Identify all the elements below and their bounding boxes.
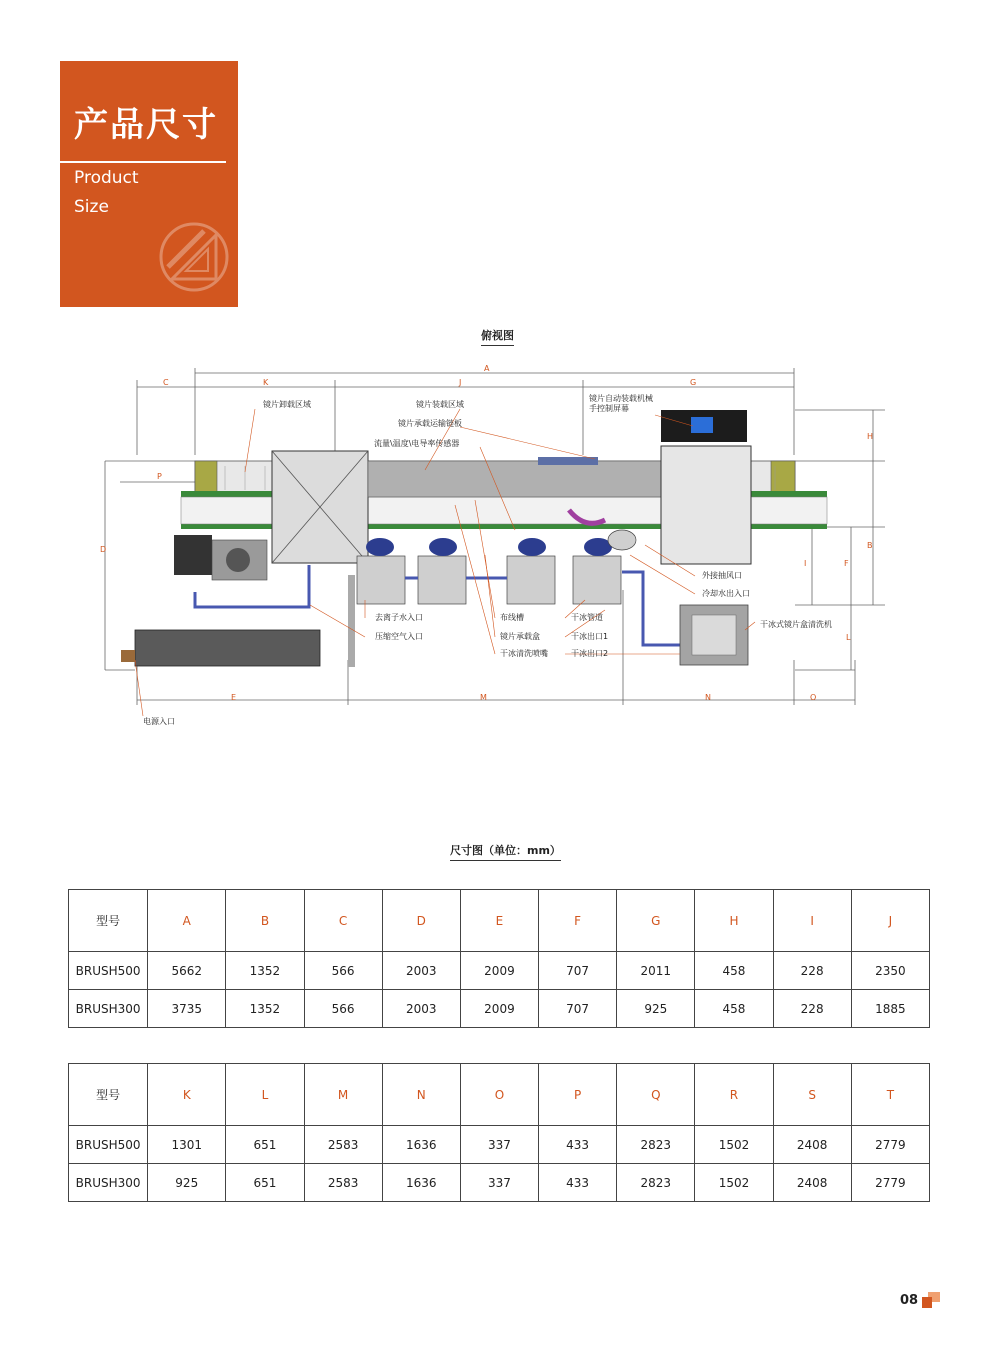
- header-cell: 型号: [69, 890, 148, 952]
- diagram-title: 俯视图: [481, 327, 514, 346]
- table-cell: 1301: [148, 1126, 226, 1164]
- header-cell: Q: [617, 1064, 695, 1126]
- header-cell: N: [382, 1064, 460, 1126]
- label-dry-ice-nozzle: 干冰清洗喷嘴: [500, 649, 548, 658]
- dim-letter-b: B: [867, 541, 873, 550]
- table-cell: 1636: [382, 1164, 460, 1202]
- dim-letter-d: D: [100, 545, 107, 554]
- dim-letter-a: A: [484, 364, 490, 373]
- label-auto-loader-2: 手控制屏幕: [589, 404, 629, 413]
- header-block: [60, 61, 238, 307]
- dim-letter-o: O: [810, 693, 817, 702]
- header-cell: O: [460, 1064, 538, 1126]
- ruler-triangle-icon: [156, 219, 232, 295]
- table-cell: 2350: [851, 952, 929, 990]
- dim-letter-f: F: [844, 559, 849, 568]
- dim-letter-p: P: [157, 472, 162, 481]
- table-cell: 707: [539, 952, 617, 990]
- table-cell: 337: [460, 1164, 538, 1202]
- table-cell: 566: [304, 990, 382, 1028]
- table-cell: 1636: [382, 1126, 460, 1164]
- table-row: [69, 990, 930, 1028]
- table-cell: 2011: [617, 952, 695, 990]
- label-sensor: 流量\温度\电导率传感器: [374, 439, 460, 448]
- table-cell: BRUSH300: [69, 1164, 148, 1202]
- dim-letter-c: C: [163, 378, 169, 387]
- label-lens-box: 镜片承载盒: [500, 632, 540, 641]
- dim-letter-m: M: [480, 693, 487, 702]
- label-cable-trough: 布线槽: [500, 613, 524, 622]
- table-row: [69, 1164, 930, 1202]
- header-cell: A: [148, 890, 226, 952]
- header-cell: C: [304, 890, 382, 952]
- label-load-area: 镜片装载区域: [416, 400, 464, 409]
- table-cell: 651: [226, 1164, 304, 1202]
- table-cell: 228: [773, 990, 851, 1028]
- label-exhaust: 外接抽风口: [702, 571, 742, 580]
- table-cell: 2009: [460, 990, 538, 1028]
- label-auto-loader-1: 镜片自动装载机械: [589, 394, 653, 403]
- table-cell: 2003: [382, 952, 460, 990]
- table-cell: BRUSH500: [69, 1126, 148, 1164]
- header-divider: [60, 161, 226, 163]
- table-header-row: [69, 1064, 930, 1126]
- table-cell: 2408: [773, 1164, 851, 1202]
- header-cell: L: [226, 1064, 304, 1126]
- table-cell: 3735: [148, 990, 226, 1028]
- header-cell: H: [695, 890, 773, 952]
- label-compressed-air: 压缩空气入口: [375, 632, 423, 641]
- label-carrier-chain: 镜片承载运输链板: [398, 419, 462, 428]
- table-title: 尺寸图（单位：mm）: [450, 842, 561, 861]
- table-cell: 2779: [851, 1126, 929, 1164]
- table-cell: 1885: [851, 990, 929, 1028]
- dim-letter-l: L: [846, 633, 851, 642]
- label-dry-ice-pipe: 干冰管道: [571, 613, 603, 622]
- header-cell: J: [851, 890, 929, 952]
- header-cell: S: [773, 1064, 851, 1126]
- table-cell: 2408: [773, 1126, 851, 1164]
- table-cell: 228: [773, 952, 851, 990]
- dim-letter-n: N: [705, 693, 711, 702]
- dim-letter-h: H: [867, 432, 874, 441]
- table-cell: 2583: [304, 1164, 382, 1202]
- header-cell: F: [539, 890, 617, 952]
- table-cell: 433: [539, 1126, 617, 1164]
- table-cell: 707: [539, 990, 617, 1028]
- label-dry-ice-washer: 干冰式镜片盒清洗机: [760, 620, 832, 629]
- header-cell: M: [304, 1064, 382, 1126]
- table-cell: BRUSH500: [69, 952, 148, 990]
- label-cooling-water: 冷却水出入口: [702, 589, 750, 598]
- table-cell: 651: [226, 1126, 304, 1164]
- table-cell: 1502: [695, 1126, 773, 1164]
- dim-letter-e: E: [231, 693, 237, 702]
- page-corner-mark-icon: [922, 1292, 940, 1308]
- table-cell: BRUSH300: [69, 990, 148, 1028]
- table-cell: 1502: [695, 1164, 773, 1202]
- header-cell: K: [148, 1064, 226, 1126]
- table-cell: 458: [695, 990, 773, 1028]
- dim-letter-g: G: [690, 378, 697, 387]
- dim-letter-j: J: [459, 378, 462, 387]
- header-cell: 型号: [69, 1064, 148, 1126]
- subtitle-line1: Product: [74, 168, 139, 188]
- dim-letter-i: I: [804, 559, 807, 568]
- table-cell: 2003: [382, 990, 460, 1028]
- label-dry-ice-outlet-1: 干冰出口1: [571, 632, 609, 641]
- dimension-table-1: [68, 889, 930, 1028]
- header-cell: E: [460, 890, 538, 952]
- table-cell: 925: [617, 990, 695, 1028]
- page-title: 产品尺寸: [74, 105, 218, 145]
- table-cell: 1352: [226, 952, 304, 990]
- table-cell: 2823: [617, 1126, 695, 1164]
- table-cell: 1352: [226, 990, 304, 1028]
- header-cell: B: [226, 890, 304, 952]
- top-view-diagram: [95, 360, 915, 740]
- header-cell: P: [539, 1064, 617, 1126]
- table-row: [69, 952, 930, 990]
- label-power-inlet: 电源入口: [143, 717, 175, 726]
- table-cell: 2583: [304, 1126, 382, 1164]
- table-cell: 2779: [851, 1164, 929, 1202]
- table-header-row: [69, 890, 930, 952]
- page-number: 08: [900, 1293, 919, 1308]
- table-cell: 337: [460, 1126, 538, 1164]
- table-cell: 566: [304, 952, 382, 990]
- table-cell: 433: [539, 1164, 617, 1202]
- header-cell: G: [617, 890, 695, 952]
- header-cell: T: [851, 1064, 929, 1126]
- table-row: [69, 1126, 930, 1164]
- dim-letter-k: K: [263, 378, 269, 387]
- dimension-table-2: [68, 1063, 930, 1202]
- table-cell: 925: [148, 1164, 226, 1202]
- header-cell: I: [773, 890, 851, 952]
- label-unload-area: 镜片卸载区域: [263, 400, 311, 409]
- table-cell: 2823: [617, 1164, 695, 1202]
- header-cell: R: [695, 1064, 773, 1126]
- table-cell: 458: [695, 952, 773, 990]
- label-deionized-water: 去离子水入口: [375, 613, 423, 622]
- label-dry-ice-outlet-2: 干冰出口2: [571, 649, 609, 658]
- header-cell: D: [382, 890, 460, 952]
- table-cell: 5662: [148, 952, 226, 990]
- table-cell: 2009: [460, 952, 538, 990]
- subtitle-line2: Size: [74, 197, 109, 217]
